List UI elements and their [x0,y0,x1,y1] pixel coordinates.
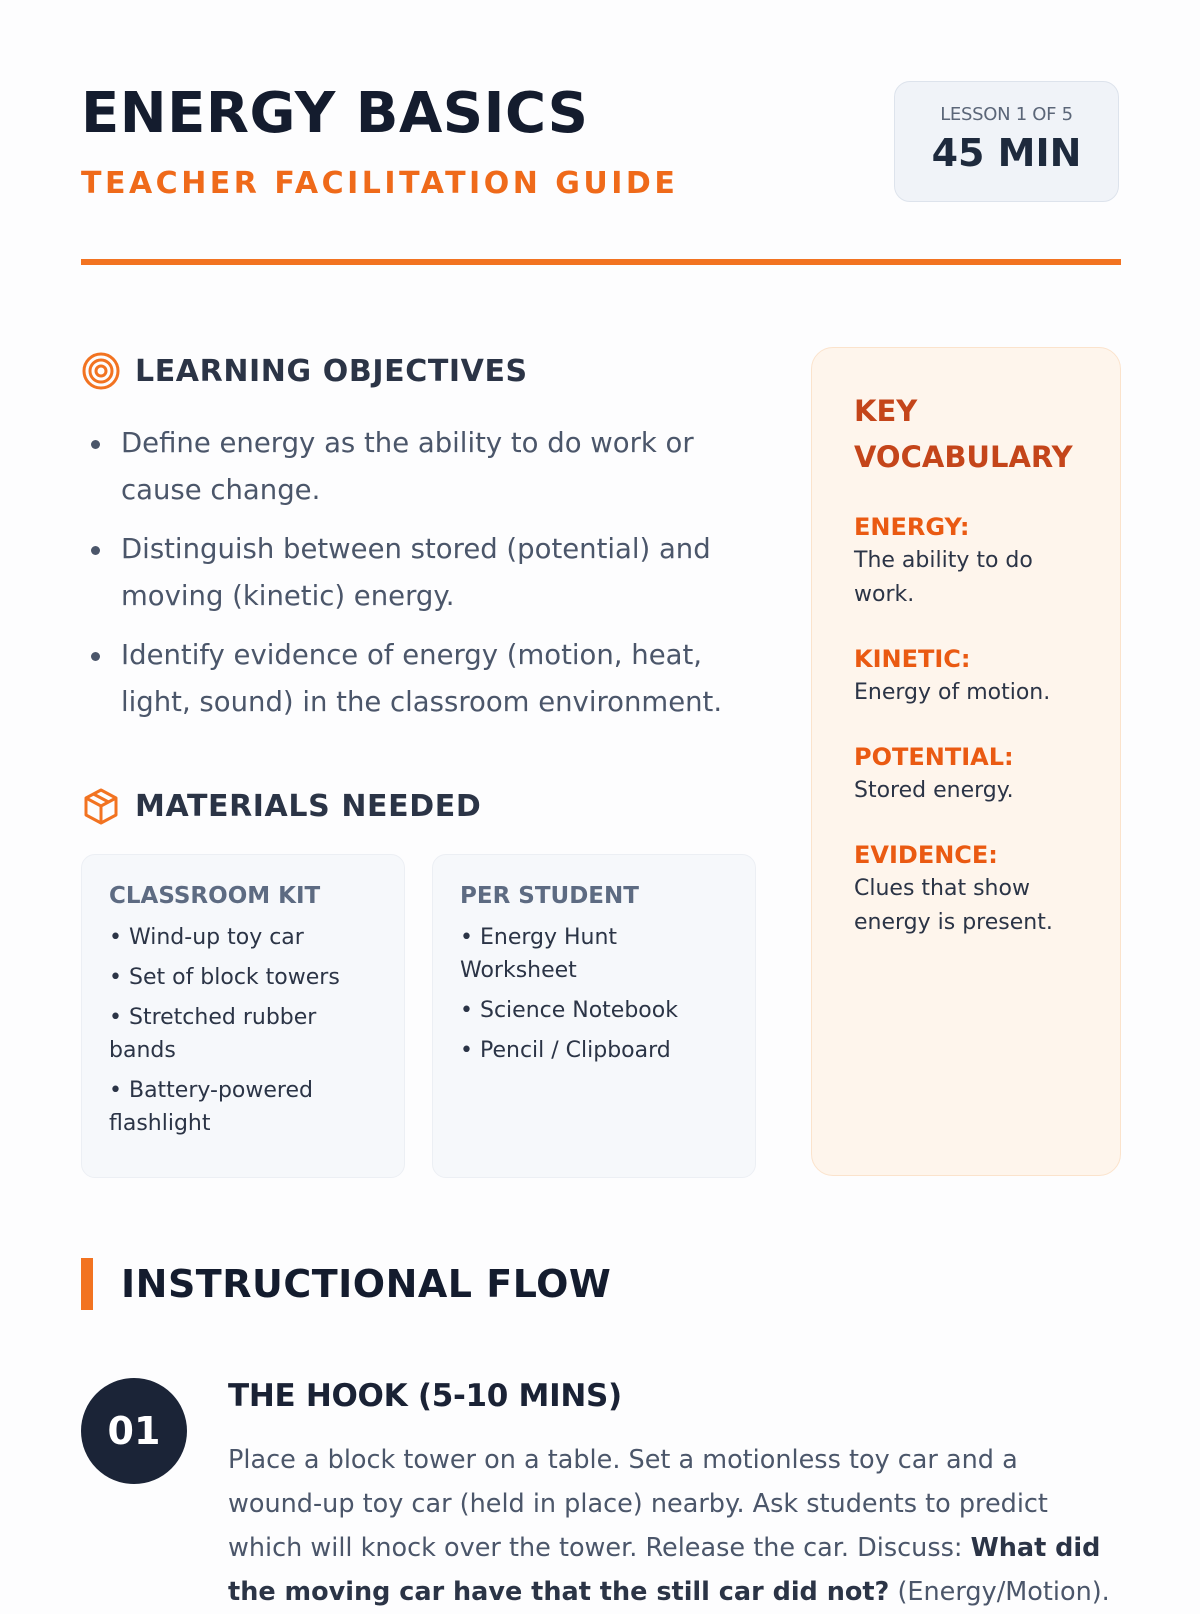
step-body-outro: (Energy/Motion). [889,1577,1110,1607]
classroom-kit-title: CLASSROOM KIT [109,883,321,909]
objectives-title: LEARNING OBJECTIVES [135,353,528,389]
list-item: • Set of block towers [109,961,377,994]
per-student-title: PER STUDENT [460,883,639,909]
lesson-duration: 45 MIN [931,131,1082,175]
page-title: ENERGY BASICS [81,81,589,146]
vocabulary-title: KEY VOCABULARY [854,394,1073,474]
objectives-heading [81,351,528,391]
classroom-kit-list [109,921,377,1140]
materials-title: MATERIALS NEEDED [135,788,482,824]
vocab-definition: Energy of motion. [854,680,1051,705]
list-item: • Wind-up toy car [109,921,377,954]
target-icon [81,351,121,391]
per-student-card [432,854,756,1178]
objective-item: Distinguish between stored (potential) and moving (kinetic) energy. [81,526,741,620]
vocab-term-evidence: EVIDENCE: [854,841,998,869]
step-number-badge: 01 [81,1378,187,1484]
list-item: • Energy Hunt Worksheet [460,921,728,987]
materials-heading [81,786,481,826]
list-item: • Science Notebook [460,994,728,1027]
vocab-term-kinetic: KINETIC: [854,645,971,673]
vocab-term-potential: POTENTIAL: [854,743,1014,771]
page-subtitle: TEACHER FACILITATION GUIDE [81,166,679,201]
vocab-definition: The ability to do work. [854,548,1033,607]
step-body-question: What did the moving car have that the still car did not? [228,1533,1101,1607]
instructional-flow-title: INSTRUCTIONAL FLOW [121,1262,612,1306]
box-icon [81,786,121,826]
vocab-term-energy: ENERGY: [854,513,970,541]
flow-accent-bar [81,1258,93,1310]
classroom-kit-card [81,854,405,1178]
objective-item: Identify evidence of energy (motion, heat, light, sound) in the classroom environment. [81,632,741,726]
vocab-definition: Stored energy. [854,778,1014,803]
lesson-info-box [894,81,1119,202]
list-item: • Battery-powered flashlight [109,1074,377,1140]
step-description [228,1438,1118,1614]
step-title: THE HOOK (5-10 MINS) [228,1378,622,1414]
objectives-list [81,420,741,738]
vocab-definition: Clues that show energy is present. [854,876,1053,935]
key-vocabulary-panel [811,347,1121,1176]
per-student-list [460,921,728,1067]
objective-item: Define energy as the ability to do work or cause change. [81,420,741,514]
list-item: • Stretched rubber bands [109,1001,377,1067]
header-divider [81,259,1121,265]
list-item: • Pencil / Clipboard [460,1034,728,1067]
step-body-intro: Place a block tower on a table. Set a motionless toy car and a wound-up toy car (held in place) nearby. Ask students to predict which will knock over the tower. Release the car. Discuss: [228,1445,1048,1563]
lesson-number: LESSON 1 OF 5 [940,104,1073,125]
